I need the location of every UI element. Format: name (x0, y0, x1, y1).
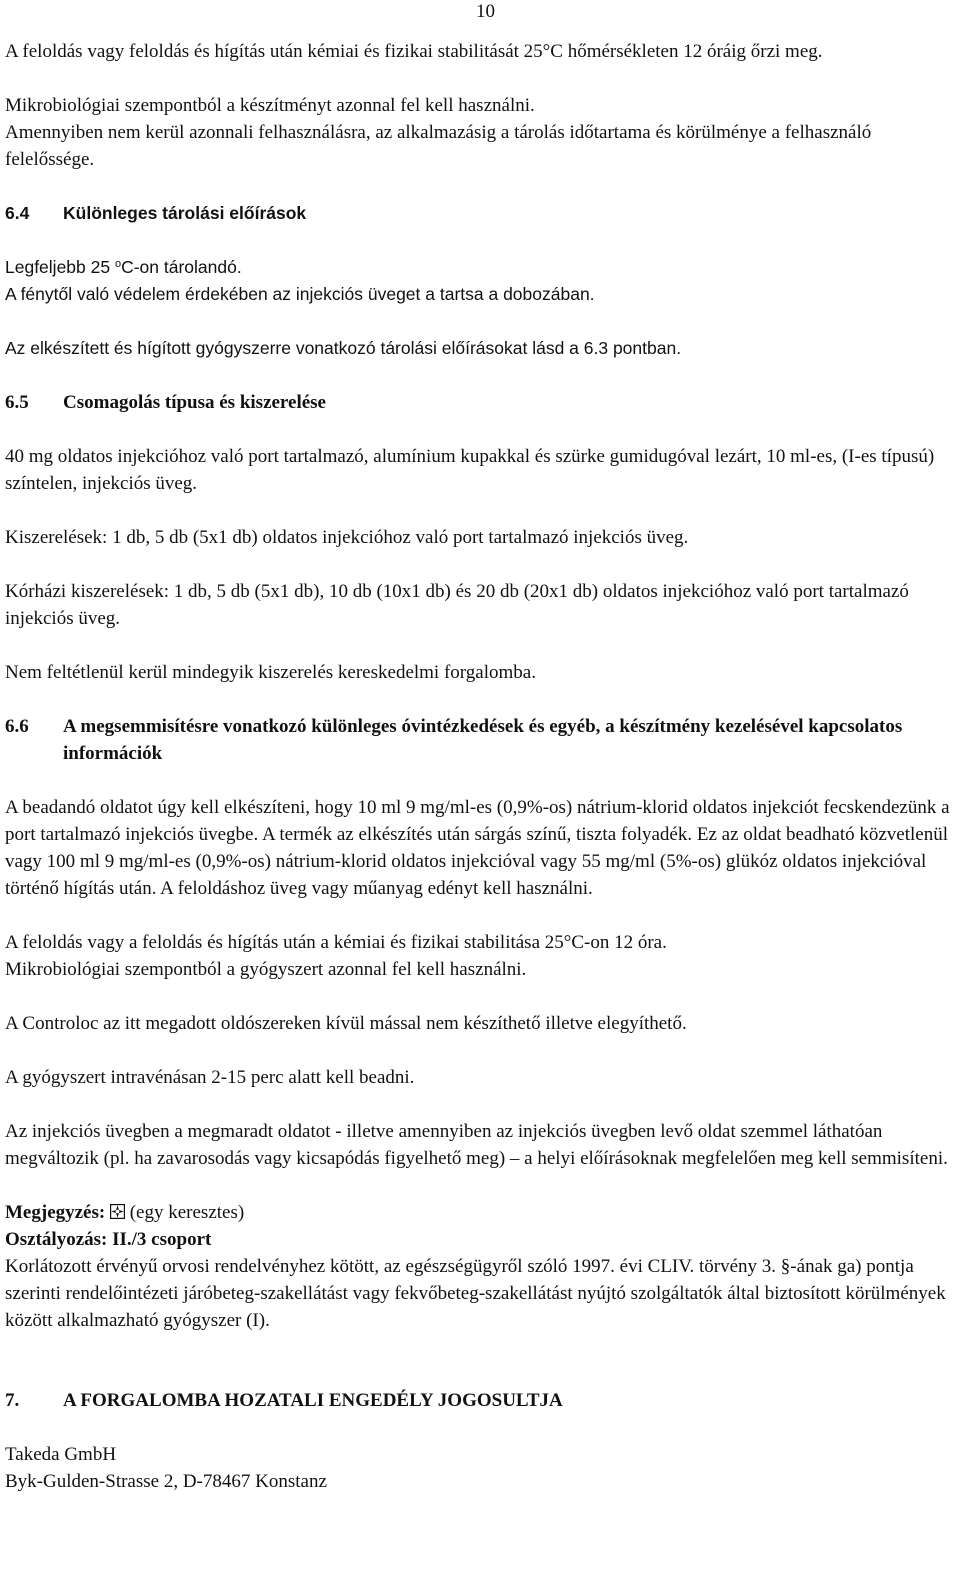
microbiology-paragraph (5, 92, 957, 173)
section-title: Különleges tárolási előírások (63, 203, 307, 223)
section-number: 7. (5, 1390, 20, 1411)
storage-reference-line: Az elkészített és hígított gyógyszerre vonatkozó tárolási előírásokat lásd a 6.3 pontban. (5, 338, 682, 358)
note-text: (egy keresztes) (124, 1202, 245, 1223)
company-address: Byk-Gulden-Strasse 2, D-78467 Konstanz (5, 1471, 327, 1492)
section-6-4-heading (5, 200, 957, 227)
marketing-authorisation-holder (5, 1441, 957, 1495)
section-title: Csomagolás típusa és kiszerelése (63, 392, 326, 413)
marketing-note: Nem feltétlenül kerül mindegyik kiszerelés kereskedelmi forgalomba. (5, 662, 536, 683)
hospital-pack-sizes: Kórházi kiszerelések: 1 db, 5 db (5x1 db), 10 db (10x1 db) és 20 db (20x1 db) oldatos injekcióhoz való port tartalmazó injekciós üveg. (5, 581, 909, 629)
note-label: Megjegyzés: (5, 1202, 106, 1223)
disposal-paragraph: Az injekciós üvegben a megmaradt oldatot - illetve amennyiben az injekciós üvegben levő oldat szemmel láthatóan megváltozik (pl. ha zavarosodás vagy kicsapódás figyelhető meg) – a helyi előírásoknak megfelelően meg kell semmisíteni. (5, 1121, 948, 1169)
preparation-paragraph: A beadandó oldatot úgy kell elkészíteni, hogy 10 ml 9 mg/ml-es (0,9%-os) nátrium-klorid oldatos injekciót fecskendezünk a port tartalmazó injekciós üvegbe. A termék az elkészítés után sárgás színű, tiszta folyadék. Ez az oldat beadható közvetlenül vagy 100 ml 9 mg/ml-es (0,9%-os) nátrium-klorid oldatos injekcióval vagy 55 mg/ml (5%-os) glükóz oldatos injekcióval történő hígítás után. A feloldáshoz üveg vagy műanyag edényt kell használni. (5, 797, 950, 899)
storage-instructions (5, 254, 957, 362)
section-number: 6.5 (5, 392, 29, 413)
administration-paragraph: A gyógyszert intravénásan 2-15 perc alatt kell beadni. (5, 1067, 415, 1088)
section-title: A FORGALOMBA HOZATALI ENGEDÉLY JOGOSULTJA (63, 1390, 563, 1411)
reconstituted-stability-paragraph (5, 929, 957, 983)
reconstituted-microbiology-line: Mikrobiológiai szempontból a gyógyszert azonnal fel kell használni. (5, 959, 527, 980)
section-number: 6.4 (5, 203, 30, 223)
storage-temperature-line: Legfeljebb 25 $^o$C-on tárolandó. (5, 257, 242, 277)
section-7-heading (5, 1387, 957, 1414)
reconstituted-stability-line: A feloldás vagy a feloldás és hígítás után a kémiai és fizikai stabilitása 25°C-on 12 óra. (5, 932, 667, 953)
classification-label: Osztályozás: II./3 csoport (5, 1229, 212, 1250)
packaging-description: 40 mg oldatos injekcióhoz való port tartalmazó, alumínium kupakkal és szürke gumidugóval lezárt, 10 ml-es, (I-es típusú) színtelen, injekciós üveg. (5, 446, 935, 494)
microbiology-line: Mikrobiológiai szempontból a készítményt azonnal fel kell használni. (5, 95, 535, 116)
light-protection-line: A fénytől való védelem érdekében az injekciós üveget a tartsa a dobozában. (5, 284, 595, 304)
classification-text: Korlátozott érvényű orvosi rendelvényhez kötött, az egészségügyről szóló 1997. évi CLIV. törvény 3. §-ának ga) pontja szerinti rendelőintézeti járóbeteg-szakellátást vagy fekvőbeteg-szakellátást nyújtó szolgáltatók által biztosított körülmények között alkalmazható gyógyszer (I). (5, 1256, 946, 1331)
note-line (5, 1199, 957, 1226)
section-title: A megsemmisítésre vonatkozó különleges óvintézkedések és egyéb, a készítmény kezelésével kapcsolatos információk (63, 716, 903, 764)
classification-block (5, 1199, 957, 1334)
company-name: Takeda GmbH (5, 1444, 117, 1465)
cross-icon (110, 1204, 125, 1219)
page-number: 10 (476, 1, 495, 22)
section-6-5-heading (5, 389, 957, 416)
section-6-6-heading (5, 713, 957, 767)
pack-sizes: Kiszerelések: 1 db, 5 db (5x1 db) oldatos injekcióhoz való port tartalmazó injekciós üveg. (5, 527, 689, 548)
responsibility-line: Amennyiben nem kerül azonnali felhasználásra, az alkalmazásig a tárolás időtartama és körülménye a felhasználó felelőssége. (5, 122, 872, 170)
document-body (5, 38, 957, 1495)
stability-paragraph: A feloldás vagy feloldás és hígítás után kémiai és fizikai stabilitását 25°C hőmérsékleten 12 óráig őrzi meg. (5, 41, 823, 62)
solvent-restriction-paragraph: A Controloc az itt megadott oldószereken kívül mással nem készíthető illetve elegyíthető. (5, 1013, 687, 1034)
section-number: 6.6 (5, 716, 29, 737)
